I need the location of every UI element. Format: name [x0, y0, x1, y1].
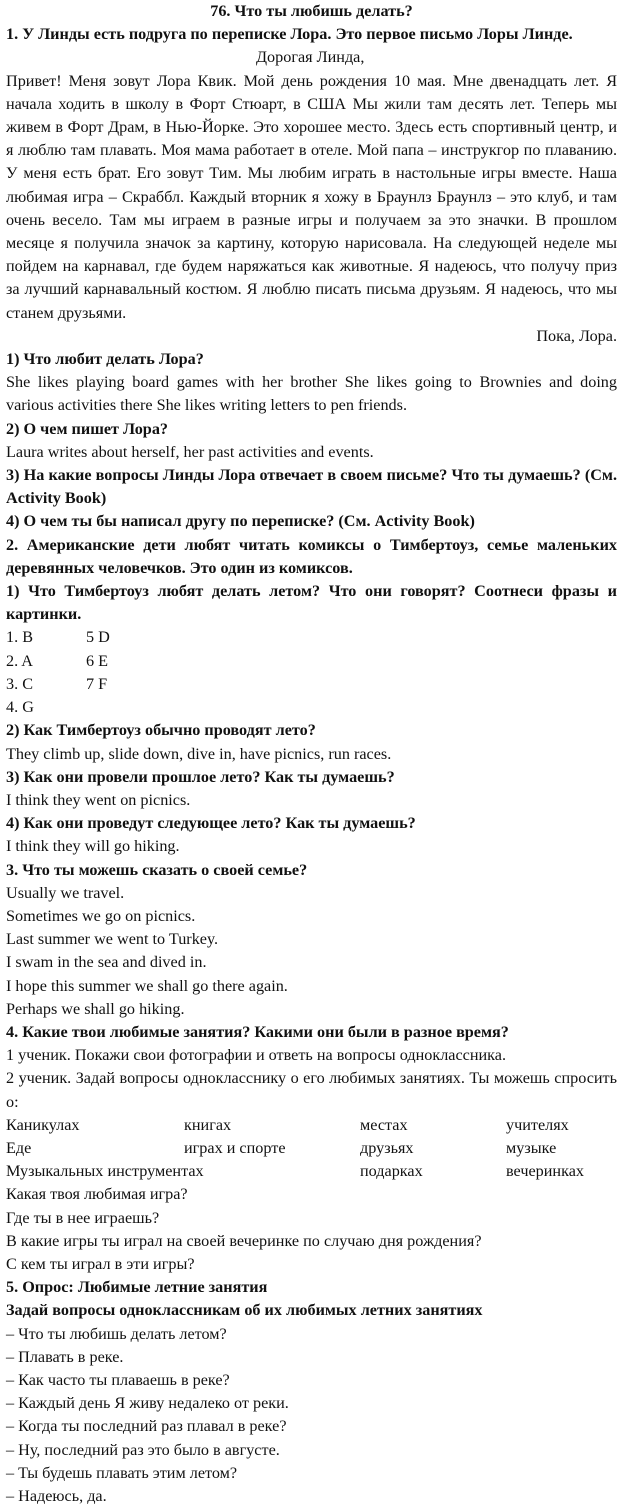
dialogue-line: – Что ты любишь делать летом? — [6, 1324, 227, 1343]
vocab-row — [6, 1114, 617, 1137]
dialogue-line: – Как часто ты плаваешь в реке? — [6, 1370, 230, 1389]
ex4-question: С кем ты играл в эти игры? — [6, 1254, 195, 1273]
answer-row — [6, 673, 617, 696]
dialogue-line: – Ну, последний раз это было в августе. — [6, 1440, 280, 1459]
ex4-question: В какие игры ты играл на своей вечеринке по случаю дня рождения? — [6, 1231, 482, 1250]
vocab-word: друзьях — [360, 1138, 414, 1157]
ex1-question-3: 3) На какие вопросы Линды Лора отвечает в своем письме? Что ты думаешь? (См. Activity Book) — [6, 466, 617, 508]
vocab-word: Музыкальных инструментах — [6, 1162, 204, 1181]
vocab-row — [6, 1137, 617, 1160]
ex1-question-2: 2) О чем пишет Лора? — [6, 419, 169, 438]
ex1-answer-2: Laura writes about herself, her past activities and events. — [6, 442, 374, 461]
answer-cell: 6 E — [86, 651, 109, 670]
vocab-word: подарках — [360, 1162, 423, 1181]
vocab-row — [6, 1160, 617, 1183]
answer-cell: 1. B — [6, 628, 33, 647]
ex4-student-1: 1 ученик. Покажи свои фотографии и ответь на вопросы одноклассника. — [6, 1046, 507, 1065]
ex3-line: I hope this summer we shall go there again. — [6, 976, 288, 995]
letter-body: Привет! Меня зовут Лора Квик. Мой день рождения 10 мая. Мне двенадцать лет. Я начала ходить в школу в Форт Стюарт, в США Мы жили там десять лет. Теперь мы живем в Форт Драм, в Нью-Йорке. Это хорошее место. Здесь есть спортивный центр, и я люблю там плавать. Моя мама работает в отеле. Мой папа – инструкгор по плаванию. У меня есть брат. Его зовут Тим. Мы любим играть в настольные игры вместе. Наша любимая игра – Скраббл. Каждый вторник я хожу в Браунлз Браунлз – это клуб, и там очень весело. Там мы играем в разные игры и получаем за это значки. В прошлом месяце я получила значок за картину, которую нарисовала. На следующей неделе мы пойдем на карнавал, где будем наряжаться как животные. Я надеюсь, что получу приз за лучший карнавальный костюм. Я люблю писать письма друзьям. Я надеюсь, что мы станем друзьями. — [6, 71, 617, 322]
vocab-word — [184, 1160, 360, 1183]
ex4-question: Где ты в нее играешь? — [6, 1208, 160, 1227]
vocab-word: местах — [360, 1115, 408, 1134]
vocab-word: книгах — [184, 1115, 232, 1134]
exercise-4-heading: 4. Какие твои любимые занятия? Какими они были в разное время? — [6, 1022, 509, 1041]
ex2-answer-4: I think they will go hiking. — [6, 837, 180, 856]
answer-cell: 4. G — [6, 698, 34, 717]
ex1-question-4: 4) О чем ты бы написал другу по переписке? (См. Activity Book) — [6, 512, 475, 531]
vocab-word: играх и спорте — [184, 1138, 286, 1157]
letter-greeting: Дорогая Линда, — [256, 48, 365, 67]
answer-cell — [86, 696, 166, 719]
answer-cell: 2. A — [6, 651, 33, 670]
vocab-word: учителях — [506, 1115, 569, 1134]
dialogue-line: – Ты будешь плавать этим летом? — [6, 1463, 238, 1482]
dialogue-line: – Плавать в реке. — [6, 1347, 124, 1366]
answer-cell: 3. C — [6, 674, 33, 693]
ex3-line: Usually we travel. — [6, 883, 125, 902]
ex3-line: I swam in the sea and dived in. — [6, 953, 207, 972]
vocab-word: вечеринках — [506, 1162, 584, 1181]
dialogue-line: – Надеюсь, да. — [6, 1487, 107, 1505]
ex1-answer-1: She likes playing board games with her brother She likes going to Brownies and doing various activities there She likes writing letters to pen friends. — [6, 373, 617, 415]
ex4-question: Какая твоя любимая игра? — [6, 1185, 188, 1204]
answer-row — [6, 696, 617, 719]
vocab-word: музыке — [506, 1138, 557, 1157]
answer-cell: 7 F — [86, 674, 108, 693]
page-title: 76. Что ты любишь делать? — [210, 2, 413, 20]
exercise-5-heading: 5. Опрос: Любимые летние занятия — [6, 1278, 268, 1297]
ex2-answer-3: I think they went on picnics. — [6, 790, 191, 809]
vocab-word: Еде — [6, 1138, 32, 1157]
ex2-question-3: 3) Как они провели прошлое лето? Как ты думаешь? — [6, 767, 395, 786]
ex2-answer-grid — [6, 626, 617, 719]
answer-row — [6, 626, 617, 649]
exercise-2-heading: 2. Американские дети любят читать комиксы о Тимбертоуз, семье маленьких деревянных человечков. Это один из комиксов. — [6, 535, 617, 577]
ex3-line: Perhaps we shall go hiking. — [6, 999, 185, 1018]
ex2-question-4: 4) Как они проведут следующее лето? Как ты думаешь? — [6, 814, 416, 833]
exercise-5-subheading: Задай вопросы одноклассникам об их любимых летних занятиях — [6, 1301, 483, 1320]
ex2-question-2: 2) Как Тимбертоуз обычно проводят лето? — [6, 721, 316, 740]
dialogue-line: – Каждый день Я живу недалеко от реки. — [6, 1394, 289, 1413]
answer-cell: 5 D — [86, 628, 110, 647]
answer-row — [6, 650, 617, 673]
ex3-line: Last summer we went to Turkey. — [6, 930, 219, 949]
ex1-question-1: 1) Что любит делать Лора? — [6, 350, 204, 369]
dialogue-line: – Когда ты последний раз плавал в реке? — [6, 1417, 287, 1436]
ex2-answer-2: They climb up, slide down, dive in, have picnics, run races. — [6, 744, 392, 763]
vocab-word: Каникулах — [6, 1115, 80, 1134]
ex4-student-2: 2 ученик. Задай вопросы однокласснику о его любимых занятиях. Ты можешь спросить о: — [6, 1069, 617, 1111]
exercise-1-heading: 1. У Линды есть подруга по переписке Лора. Это первое письмо Лоры Линде. — [6, 25, 573, 44]
ex2-question-1: 1) Что Тимбертоуз любят делать летом? Что они говорят? Соотнеси фразы и картинки. — [6, 582, 617, 624]
ex3-line: Sometimes we go on picnics. — [6, 906, 196, 925]
exercise-3-heading: 3. Что ты можешь сказать о своей семье? — [6, 860, 308, 879]
letter-signoff: Пока, Лора. — [536, 326, 617, 345]
